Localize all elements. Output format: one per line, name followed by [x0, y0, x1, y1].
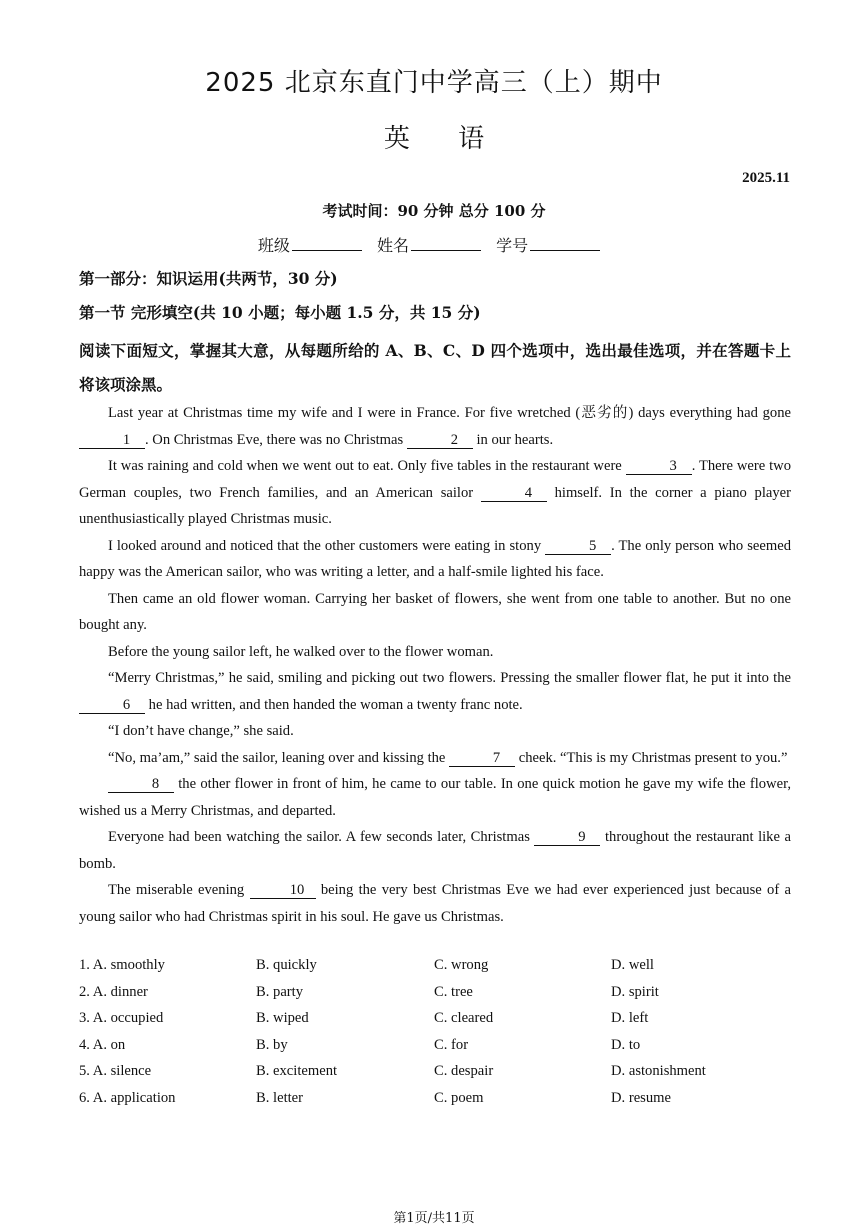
- blank-7: 7: [449, 750, 515, 767]
- option-row: [79, 1037, 791, 1064]
- paragraph: “Merry Christmas,” he said, smiling and picking out two flowers. Pressing the smaller flower flat, he put it into the 6 he had written, and then handed the woman a twenty franc note.: [79, 665, 791, 718]
- blank-6: 6: [79, 697, 145, 714]
- student-info-line: [0, 233, 868, 256]
- option-c: C. despair: [434, 1063, 494, 1079]
- page-number: 第1页/共11页: [393, 1211, 475, 1226]
- option-d: D. well: [611, 957, 654, 973]
- class-blank[interactable]: [292, 236, 362, 251]
- paragraph: 8 the other flower in front of him, he came to our table. In one quick motion he gave my wife the flower, wished us a Merry Christmas, and departed.: [79, 776, 791, 819]
- option-d: D. left: [611, 1010, 649, 1026]
- blank-1: 1: [79, 432, 145, 449]
- name-blank[interactable]: [411, 236, 481, 251]
- option-row: [79, 1090, 791, 1117]
- exam-title: 2025 北京东直门中学高三（上）期中: [205, 68, 663, 98]
- blank-10: 10: [250, 882, 316, 899]
- option-c: C. for: [434, 1036, 469, 1053]
- paragraph: It was raining and cold when we went out to eat. Only five tables in the restaurant were 3 . There were two German couples, two French families, and an American sailor 4 himself. In the corner a piano player unenthusiastically played Christmas music.: [79, 458, 791, 527]
- option-row: [79, 1063, 791, 1090]
- option-b: B. wiped: [256, 1010, 309, 1026]
- blank-9: 9: [534, 829, 600, 846]
- id-label: 学号: [496, 236, 529, 255]
- cloze-passage: [79, 400, 791, 930]
- option-a: 4. A. on: [79, 1036, 126, 1053]
- option-b: B. excitement: [256, 1063, 338, 1079]
- option-row: [79, 957, 791, 984]
- exam-info: 考试时间：90 分钟 总分 100 分: [322, 202, 546, 220]
- paragraph: I looked around and noticed that the other customers were eating in stony 5 . The only person who seemed happy was the American sailor, who was writing a letter, and a half-smile lighted his face.: [79, 537, 791, 580]
- option-a: 5. A. silence: [79, 1063, 152, 1079]
- id-blank[interactable]: [530, 236, 600, 251]
- blank-2: 2: [407, 432, 473, 449]
- blank-3: 3: [626, 458, 692, 475]
- option-row: [79, 1010, 791, 1037]
- part1-heading: 第一部分：知识运用(共两节，30 分): [79, 269, 338, 288]
- instruction-text: 阅读下面短文，掌握其大意，从每题所给的 A、B、C、D 四个选项中，选出最佳选项，并在答题卡上将该项涂黑。: [79, 341, 791, 394]
- option-c: C. wrong: [434, 957, 489, 973]
- option-b: B. quickly: [256, 957, 317, 973]
- option-row: [79, 984, 791, 1011]
- blank-8: 8: [108, 776, 174, 793]
- option-c: C. cleared: [434, 1010, 494, 1026]
- option-a: 3. A. occupied: [79, 1010, 164, 1026]
- option-c: C. tree: [434, 983, 473, 1000]
- option-d: D. to: [611, 1036, 641, 1053]
- option-a: 1. A. smoothly: [79, 957, 165, 973]
- exam-date: 2025.11: [742, 170, 790, 186]
- option-b: B. letter: [256, 1089, 304, 1106]
- option-c: C. poem: [434, 1089, 484, 1106]
- paragraph: The miserable evening 10 being the very best Christmas Eve we had ever experienced just because of a young sailor who had Christmas spirit in his soul. He gave us Christmas.: [79, 882, 791, 925]
- subject-title: 英 语: [383, 124, 485, 154]
- option-b: B. by: [256, 1036, 288, 1053]
- paragraph: “No, ma’am,” said the sailor, leaning over and kissing the 7 cheek. “This is my Christmas present to you.”: [108, 749, 788, 766]
- option-d: D. astonishment: [611, 1063, 706, 1079]
- options-list: [79, 957, 791, 1116]
- paragraph: Everyone had been watching the sailor. A few seconds later, Christmas 9 throughout the restaurant like a bomb.: [79, 829, 791, 872]
- blank-4: 4: [481, 485, 547, 502]
- paragraph: Then came an old flower woman. Carrying her basket of flowers, she went from one table to another. But no one bought any.: [79, 590, 791, 633]
- option-a: 2. A. dinner: [79, 983, 148, 1000]
- option-d: D. spirit: [611, 983, 659, 1000]
- blank-5: 5: [545, 538, 611, 555]
- option-b: B. party: [256, 983, 304, 1000]
- paragraph: Before the young sailor left, he walked over to the flower woman.: [108, 643, 494, 660]
- option-d: D. resume: [611, 1089, 671, 1106]
- paragraph: Last year at Christmas time my wife and I were in France. For five wretched (恶劣的) days everything had gone 1 . On Christmas Eve, there was no Christmas 2 in our hearts.: [79, 400, 791, 453]
- section1-heading: 第一节 完形填空(共 10 小题；每小题 1.5 分，共 15 分): [79, 303, 481, 322]
- option-a: 6. A. application: [79, 1089, 176, 1106]
- name-label: 姓名: [376, 236, 409, 255]
- class-label: 班级: [257, 236, 290, 255]
- paragraph: “I don’t have change,” she said.: [108, 723, 294, 739]
